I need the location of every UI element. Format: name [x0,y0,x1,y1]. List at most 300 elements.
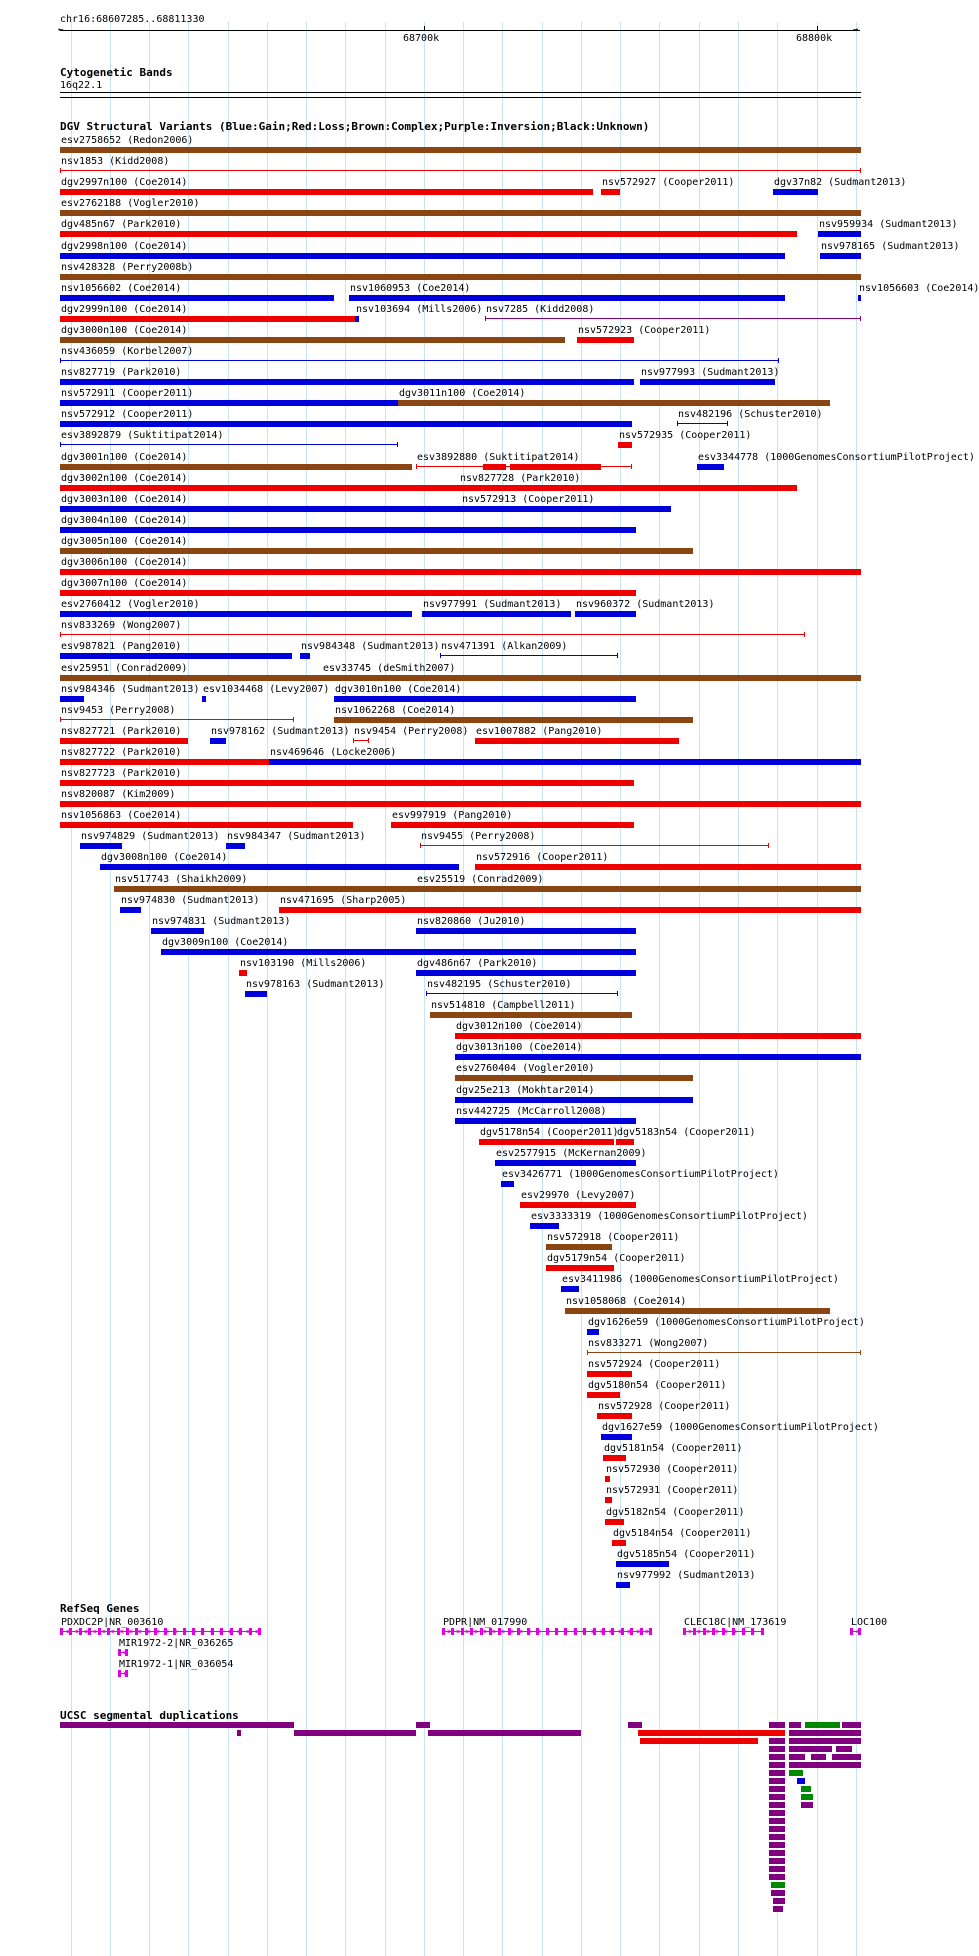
variant-dgv3010n100[interactable] [334,696,636,702]
segdup-block[interactable] [789,1754,805,1760]
variant-nsv978162[interactable] [210,738,226,744]
variant-label-esv25519[interactable]: esv25519 (Conrad2009) [417,874,544,885]
variant-nsv960372[interactable] [575,611,636,617]
variant-nsv827723[interactable] [60,780,634,786]
variant-label-dgv3000n100[interactable]: dgv3000n100 (Coe2014) [61,325,188,336]
variant-dgv1626e59[interactable] [587,1329,599,1335]
variant-label-nsv514810[interactable]: nsv514810 (Campbell2011) [431,1000,576,1011]
variant-nsv7285[interactable] [485,318,861,319]
variant-label-esv2758652[interactable]: esv2758652 (Redon2006) [61,135,194,146]
segdup-block[interactable] [769,1818,785,1824]
variant-esv1034468[interactable] [202,696,206,702]
segdup-block[interactable] [789,1722,801,1728]
variant-nsv984348[interactable] [300,653,310,659]
variant-esv2762188[interactable] [60,210,861,216]
variant-label-dgv3011n100[interactable]: dgv3011n100 (Coe2014) [399,388,526,399]
variant-label-dgv2999n100[interactable]: dgv2999n100 (Coe2014) [61,304,188,315]
segdup-block[interactable] [769,1794,785,1800]
variant-nsv517743[interactable] [114,886,416,892]
variant-nsv827728[interactable] [459,485,797,491]
segdup-block[interactable] [769,1722,785,1728]
gene-exon-pdpr [470,1628,473,1635]
segdup-block[interactable] [769,1754,785,1760]
variant-label-nsv959934[interactable]: nsv959934 (Sudmant2013) [819,219,958,230]
variant-nsv469646[interactable] [269,759,861,765]
variant-label-dgv5178n54[interactable]: dgv5178n54 (Cooper2011) [480,1127,619,1138]
segdup-block[interactable] [801,1802,813,1808]
strand-arrow-icon: < [92,1627,97,1636]
variant-dgv5184n54[interactable] [612,1540,626,1546]
variant-dgv25e213[interactable] [455,1097,693,1103]
segdup-block[interactable] [237,1730,241,1736]
variant-dgv3013n100[interactable] [455,1054,861,1060]
variant-label-nsv977992[interactable]: nsv977992 (Sudmant2013) [617,1570,756,1581]
variant-dgv5185n54[interactable] [616,1561,669,1567]
variant-label-dgv1626e59[interactable]: dgv1626e59 (1000GenomesConsortiumPilotProject) [588,1317,865,1328]
variant-label-esv2760404[interactable]: esv2760404 (Vogler2010) [456,1063,595,1074]
variant-label-dgv5180n54[interactable]: dgv5180n54 (Cooper2011) [588,1380,727,1391]
variant-label-esv2760412[interactable]: esv2760412 (Vogler2010) [61,599,200,610]
variant-nsv978165[interactable] [820,253,861,259]
variant-nsv514810[interactable] [430,1012,632,1018]
variant-label-esv3411986[interactable]: esv3411986 (1000GenomesConsortiumPilotProject) [562,1274,839,1285]
variant-label-nsv572935[interactable]: nsv572935 (Cooper2011) [619,430,752,441]
variant-dgv5179n54[interactable] [546,1265,614,1271]
segdup-block[interactable] [769,1738,785,1744]
variant-label-nsv9455[interactable]: nsv9455 (Perry2008) [421,831,536,842]
variant-nsv572930[interactable] [605,1476,610,1482]
variant-esv2760404[interactable] [455,1075,693,1081]
variant-label-nsv572918[interactable]: nsv572918 (Cooper2011) [547,1232,680,1243]
variant-label-dgv3012n100[interactable]: dgv3012n100 (Coe2014) [456,1021,583,1032]
segdup-block[interactable] [769,1746,785,1752]
variant-esv3411986[interactable] [561,1286,579,1292]
strand-arrow-icon: > [501,1627,506,1636]
variant-label-nsv442725[interactable]: nsv442725 (McCarroll2008) [456,1106,607,1117]
strand-arrow-icon: < [65,1627,70,1636]
segdup-block[interactable] [771,1890,785,1896]
segdup-block[interactable] [805,1722,840,1728]
variant-nsv1058068[interactable] [565,1308,830,1314]
variant-nsv977992[interactable] [616,1582,630,1588]
variant-nsv572916[interactable] [475,864,861,870]
variant-end-nsv471391 [440,653,441,658]
variant-label-nsv827722[interactable]: nsv827722 (Park2010) [61,747,182,758]
gene-label-mir1972-2[interactable]: MIR1972-2|NR_036265 [119,1638,234,1649]
variant-nsv428328[interactable] [60,274,861,280]
variant-label-dgv3005n100[interactable]: dgv3005n100 (Coe2014) [61,536,188,547]
variant-nsv959934[interactable] [818,231,861,237]
variant-dgv37n82[interactable] [773,189,818,195]
segdup-block[interactable] [60,1722,294,1728]
segdup-block[interactable] [428,1730,581,1736]
variant-label-nsv1058068[interactable]: nsv1058068 (Coe2014) [566,1296,687,1307]
segdup-block[interactable] [769,1866,785,1872]
variant-esv33745[interactable] [322,675,861,681]
variant-esv2760412[interactable] [60,611,412,617]
variant-dgv3011n100[interactable] [398,400,830,406]
segdup-block[interactable] [769,1850,785,1856]
variant-label-nsv978165[interactable]: nsv978165 (Sudmant2013) [821,241,960,252]
variant-label-nsv974830[interactable]: nsv974830 (Sudmant2013) [121,895,260,906]
strand-arrow-icon: > [742,1627,747,1636]
variant-dgv5178n54[interactable] [479,1139,614,1145]
variant-nsv572935[interactable] [618,442,632,448]
variant-label-esv1034468[interactable]: esv1034468 (Levy2007) [203,684,330,695]
variant-nsv482196[interactable] [677,423,728,424]
strand-arrow-icon: > [564,1627,569,1636]
variant-label-dgv3003n100[interactable]: dgv3003n100 (Coe2014) [61,494,188,505]
variant-label-nsv482195[interactable]: nsv482195 (Schuster2010) [427,979,572,990]
segdup-block[interactable] [769,1770,785,1776]
variant-dgv3009n100[interactable] [161,949,636,955]
segdup-block[interactable] [769,1802,785,1808]
variant-nsv572937[interactable] [510,464,601,470]
gene-exon-clec18c [693,1628,696,1635]
variant-label-nsv984346[interactable]: nsv984346 (Sudmant2013) [61,684,200,695]
variant-nsv436059[interactable] [60,360,779,361]
variant-label-nsv974831[interactable]: nsv974831 (Sudmant2013) [152,916,291,927]
variant-nsv9455[interactable] [420,845,769,846]
variant-esv3333319[interactable] [530,1223,559,1229]
variant-dgv3002n100[interactable] [60,485,459,491]
variant-label-esv25951[interactable]: esv25951 (Conrad2009) [61,663,188,674]
variant-esv25951[interactable] [60,675,322,681]
variant-label-esv2762188[interactable]: esv2762188 (Vogler2010) [61,198,200,209]
strand-arrow-icon: < [236,1627,241,1636]
variant-label-nsv103694[interactable]: nsv103694 (Mills2006) [356,304,483,315]
segdup-block[interactable] [769,1778,785,1784]
variant-label-esv3892879[interactable]: esv3892879 (Suktitipat2014) [61,430,224,441]
strand-arrow-icon: > [636,1627,641,1636]
strand-arrow-icon: > [537,1627,542,1636]
strand-arrow-icon: < [855,1627,860,1636]
segdup-block[interactable] [773,1898,785,1904]
variant-dgv2999n100[interactable] [60,316,355,322]
segdup-block[interactable] [771,1882,785,1888]
variant-dgv5182n54[interactable] [605,1519,624,1525]
variant-label-esv3426771[interactable]: esv3426771 (1000GenomesConsortiumPilotProject) [502,1169,779,1180]
gene-label-loc100[interactable]: LOC100 [851,1617,888,1628]
variant-nsv103190[interactable] [239,970,247,976]
gene-label-pdxdc2p[interactable]: PDXDC2P|NR_003610 [61,1617,164,1628]
variant-nsv974829[interactable] [80,843,122,849]
variant-nsv1853[interactable] [60,170,861,171]
variant-nsv572928b[interactable] [483,464,506,470]
variant-end-nsv436059 [60,358,61,363]
ruler-left-arrow-icon[interactable]: ← [58,25,64,35]
refseq-track-title: RefSeq Genes [60,1602,140,1615]
variant-label-nsv960372[interactable]: nsv960372 (Sudmant2013) [576,599,715,610]
variant-label-dgv5182n54[interactable]: dgv5182n54 (Cooper2011) [606,1507,745,1518]
variant-esv1007882[interactable] [475,738,679,744]
variant-end-nsv482195 [617,991,618,996]
variant-esv987821[interactable] [60,653,292,659]
variant-label-dgv3002n100[interactable]: dgv3002n100 (Coe2014) [61,473,188,484]
segdup-block[interactable] [789,1730,861,1736]
ruler-tick-label: 68700k [403,33,440,44]
variant-nsv572911[interactable] [60,400,398,406]
variant-nsv984347[interactable] [226,843,245,849]
variant-nsv572928[interactable] [597,1413,632,1419]
variant-label-nsv1060953[interactable]: nsv1060953 (Coe2014) [350,283,471,294]
variant-label-nsv984348[interactable]: nsv984348 (Sudmant2013) [301,641,440,652]
variant-nsv820860[interactable] [416,928,636,934]
variant-label-nsv436059[interactable]: nsv436059 (Korbel2007) [61,346,194,357]
variant-nsv1060953[interactable] [349,295,785,301]
variant-nsv471391[interactable] [440,655,618,656]
variant-label-nsv984347[interactable]: nsv984347 (Sudmant2013) [227,831,366,842]
variant-nsv1056863[interactable] [60,822,353,828]
segdup-block[interactable] [797,1778,805,1784]
variant-dgv5180n54[interactable] [587,1392,620,1398]
strand-arrow-icon: > [688,1627,693,1636]
variant-label-nsv827721[interactable]: nsv827721 (Park2010) [61,726,182,737]
segdup-block[interactable] [773,1906,783,1912]
variant-label-dgv5181n54[interactable]: dgv5181n54 (Cooper2011) [604,1443,743,1454]
variant-nsv572918[interactable] [546,1244,612,1250]
variant-dgv3006n100[interactable] [60,569,861,575]
gene-label-mir1972-1[interactable]: MIR1972-1|NR_036054 [119,1659,234,1670]
variant-dgv3001n100[interactable] [60,464,412,470]
variant-label-nsv827719[interactable]: nsv827719 (Park2010) [61,367,182,378]
variant-dgv2997n100[interactable] [60,189,593,195]
variant-nsv974830[interactable] [120,907,141,913]
variant-label-nsv9454[interactable]: nsv9454 (Perry2008) [354,726,469,737]
segdup-block[interactable] [638,1730,785,1736]
segdup-block[interactable] [811,1754,826,1760]
variant-nsv827721[interactable] [60,738,188,744]
variant-label-nsv572916[interactable]: nsv572916 (Cooper2011) [476,852,609,863]
segdup-block[interactable] [789,1762,861,1768]
variant-nsv974831[interactable] [151,928,204,934]
variant-dgv486n67[interactable] [416,970,636,976]
variant-label-nsv572912[interactable]: nsv572912 (Cooper2011) [61,409,194,420]
variant-label-esv997919[interactable]: esv997919 (Pang2010) [392,810,513,821]
variant-label-dgv2997n100[interactable]: dgv2997n100 (Coe2014) [61,177,188,188]
variant-label-nsv103190[interactable]: nsv103190 (Mills2006) [240,958,367,969]
variant-label-nsv978163[interactable]: nsv978163 (Sudmant2013) [246,979,385,990]
segdup-block[interactable] [769,1826,785,1832]
variant-label-dgv3007n100[interactable]: dgv3007n100 (Coe2014) [61,578,188,589]
variant-label-nsv833269[interactable]: nsv833269 (Wong2007) [61,620,182,631]
variant-label-nsv572927[interactable]: nsv572927 (Cooper2011) [602,177,735,188]
variant-label-nsv1056602[interactable]: nsv1056602 (Coe2014) [61,283,182,294]
variant-label-dgv3013n100[interactable]: dgv3013n100 (Coe2014) [456,1042,583,1053]
variant-label-nsv820860[interactable]: nsv820860 (Ju2010) [417,916,526,927]
variant-nsv1056602[interactable] [60,295,334,301]
variant-label-dgv5179n54[interactable]: dgv5179n54 (Cooper2011) [547,1253,686,1264]
variant-esv2758652[interactable] [60,147,861,153]
variant-dgv3012n100[interactable] [455,1033,861,1039]
variant-label-nsv572923[interactable]: nsv572923 (Cooper2011) [578,325,711,336]
variant-label-dgv3009n100[interactable]: dgv3009n100 (Coe2014) [162,937,289,948]
variant-label-nsv572931[interactable]: nsv572931 (Cooper2011) [606,1485,739,1496]
variant-label-nsv977991[interactable]: nsv977991 (Sudmant2013) [423,599,562,610]
variant-label-nsv833271[interactable]: nsv833271 (Wong2007) [588,1338,709,1349]
ruler-right-arrow-icon[interactable]: → [853,25,859,35]
variant-dgv3004n100[interactable] [60,527,636,533]
variant-nsv572927[interactable] [601,189,620,195]
variant-nsv482195[interactable] [426,993,618,994]
variant-esv25519[interactable] [416,886,861,892]
variant-label-dgv2998n100[interactable]: dgv2998n100 (Coe2014) [61,241,188,252]
variant-label-nsv572928[interactable]: nsv572928 (Cooper2011) [598,1401,731,1412]
variant-label-esv3333319[interactable]: esv3333319 (1000GenomesConsortiumPilotProject) [531,1211,808,1222]
variant-label-dgv3004n100[interactable]: dgv3004n100 (Coe2014) [61,515,188,526]
variant-nsv827719[interactable] [60,379,634,385]
variant-label-nsv428328[interactable]: nsv428328 (Perry2008b) [61,262,194,273]
variant-label-nsv977993[interactable]: nsv977993 (Sudmant2013) [641,367,780,378]
variant-dgv3005n100[interactable] [60,548,693,554]
variant-label-esv987821[interactable]: esv987821 (Pang2010) [61,641,182,652]
strand-arrow-icon: < [200,1627,205,1636]
variant-label-dgv485n67[interactable]: dgv485n67 (Park2010) [61,219,182,230]
variant-label-dgv5183n54[interactable]: dgv5183n54 (Cooper2011) [617,1127,756,1138]
variant-dgv3000n100[interactable] [60,337,565,343]
variant-label-dgv5184n54[interactable]: dgv5184n54 (Cooper2011) [613,1528,752,1539]
segdup-block[interactable] [769,1762,785,1768]
variant-end-nsv9453 [293,717,294,722]
variant-nsv1062268[interactable] [334,717,693,723]
variant-dgv3008n100[interactable] [100,864,459,870]
variant-nsv442725[interactable] [455,1118,636,1124]
variant-label-dgv5185n54[interactable]: dgv5185n54 (Cooper2011) [617,1549,756,1560]
variant-label-nsv572911[interactable]: nsv572911 (Cooper2011) [61,388,194,399]
segdup-block[interactable] [769,1834,785,1840]
variant-dgv3007n100[interactable] [60,590,636,596]
variant-nsv820087[interactable] [60,801,861,807]
variant-esv3892879[interactable] [60,444,398,445]
strand-arrow-icon: > [519,1627,524,1636]
variant-label-nsv572913[interactable]: nsv572913 (Cooper2011) [462,494,595,505]
variant-nsv9453[interactable] [60,719,294,720]
segdup-block[interactable] [789,1770,803,1776]
segdup-block[interactable] [801,1786,811,1792]
variant-label-nsv572930[interactable]: nsv572930 (Cooper2011) [606,1464,739,1475]
variant-dgv1627e59[interactable] [601,1434,632,1440]
variant-label-nsv978162[interactable]: nsv978162 (Sudmant2013) [211,726,350,737]
variant-label-nsv974829[interactable]: nsv974829 (Sudmant2013) [81,831,220,842]
variant-label-esv1007882[interactable]: esv1007882 (Pang2010) [476,726,603,737]
variant-label-dgv25e213[interactable]: dgv25e213 (Mokhtar2014) [456,1085,595,1096]
variant-nsv1056603[interactable] [858,295,861,301]
segdup-block[interactable] [416,1722,430,1728]
segdup-block[interactable] [789,1738,861,1744]
segdup-block[interactable] [842,1722,861,1728]
variant-label-esv2577915[interactable]: esv2577915 (McKernan2009) [496,1148,647,1159]
variant-nsv977993[interactable] [640,379,775,385]
variant-esv2577915[interactable] [495,1160,636,1166]
variant-esv3344778[interactable] [697,464,724,470]
variant-end-nsv833271 [587,1350,588,1355]
strand-arrow-icon: > [123,1669,128,1678]
variant-nsv978163[interactable] [245,991,267,997]
variant-label-dgv3010n100[interactable]: dgv3010n100 (Coe2014) [335,684,462,695]
variant-dgv5183n54[interactable] [616,1139,634,1145]
variant-nsv471695[interactable] [279,907,861,913]
variant-nsv9454[interactable] [353,740,369,741]
variant-label-nsv1853[interactable]: nsv1853 (Kidd2008) [61,156,170,167]
variant-nsv827722[interactable] [60,759,269,765]
variant-nsv572912[interactable] [60,421,632,427]
segdup-block[interactable] [801,1794,813,1800]
variant-label-nsv7285[interactable]: nsv7285 (Kidd2008) [486,304,595,315]
variant-esv997919[interactable] [391,822,634,828]
variant-esv29970[interactable] [520,1202,636,1208]
variant-label-dgv3001n100[interactable]: dgv3001n100 (Coe2014) [61,452,188,463]
variant-label-nsv1056863[interactable]: nsv1056863 (Coe2014) [61,810,182,821]
variant-label-nsv469646[interactable]: nsv469646 (Locke2006) [270,747,397,758]
variant-dgv3003n100[interactable] [60,506,461,512]
segdup-block[interactable] [294,1730,416,1736]
variant-label-nsv482196[interactable]: nsv482196 (Schuster2010) [678,409,823,420]
strand-arrow-icon: < [83,1627,88,1636]
variant-label-nsv9453[interactable]: nsv9453 (Perry2008) [61,705,176,716]
variant-nsv572924[interactable] [587,1371,632,1377]
segdup-block[interactable] [769,1874,785,1880]
variant-nsv103694[interactable] [355,316,359,322]
variant-dgv2998n100[interactable] [60,253,785,259]
variant-label-dgv3008n100[interactable]: dgv3008n100 (Coe2014) [101,852,228,863]
variant-label-nsv517743[interactable]: nsv517743 (Shaikh2009) [115,874,248,885]
variant-nsv572931[interactable] [605,1497,612,1503]
variant-nsv833269[interactable] [60,634,805,635]
variant-esv3426771[interactable] [501,1181,514,1187]
variant-label-esv3344778[interactable]: esv3344778 (1000GenomesConsortiumPilotProject) [698,452,975,463]
variant-nsv977991[interactable] [422,611,571,617]
variant-label-esv29970[interactable]: esv29970 (Levy2007) [521,1190,636,1201]
variant-label-nsv1056603[interactable]: nsv1056603 (Coe2014) [859,283,979,294]
cytoband-bar-bottom [60,97,861,98]
variant-label-nsv827728[interactable]: nsv827728 (Park2010) [460,473,581,484]
segdup-block[interactable] [628,1722,642,1728]
variant-nsv572923[interactable] [577,337,634,343]
ruler-tick-label: 68800k [796,33,833,44]
ruler-tick [817,26,818,31]
segdup-block[interactable] [769,1810,785,1816]
segdup-block[interactable] [769,1858,785,1864]
variant-label-nsv827723[interactable]: nsv827723 (Park2010) [61,768,182,779]
segdup-block[interactable] [836,1746,852,1752]
variant-label-nsv1062268[interactable]: nsv1062268 (Coe2014) [335,705,456,716]
variant-label-dgv486n67[interactable]: dgv486n67 (Park2010) [417,958,538,969]
variant-label-nsv572924[interactable]: nsv572924 (Cooper2011) [588,1359,721,1370]
gene-label-clec18c[interactable]: CLEC18C|NM_173619 [684,1617,787,1628]
variant-label-dgv3006n100[interactable]: dgv3006n100 (Coe2014) [61,557,188,568]
segdup-block[interactable] [789,1746,832,1752]
variant-dgv5181n54[interactable] [603,1455,626,1461]
segdup-block[interactable] [832,1754,861,1760]
variant-dgv485n67[interactable] [60,231,797,237]
segdup-block[interactable] [769,1786,785,1792]
gene-label-pdpr[interactable]: PDPR|NM_017990 [443,1617,528,1628]
variant-nsv984346[interactable] [60,696,84,702]
variant-nsv833271[interactable] [587,1352,861,1353]
variant-label-nsv471391[interactable]: nsv471391 (Alkan2009) [441,641,568,652]
variant-label-esv3892880[interactable]: esv3892880 (Suktitipat2014) [417,452,580,463]
variant-label-dgv1627e59[interactable]: dgv1627e59 (1000GenomesConsortiumPilotProject) [602,1422,879,1433]
grid-line [856,22,857,1956]
variant-label-esv33745[interactable]: esv33745 (deSmith2007) [323,663,456,674]
variant-nsv572913[interactable] [461,506,671,512]
variant-label-nsv471695[interactable]: nsv471695 (Sharp2005) [280,895,407,906]
variant-label-dgv37n82[interactable]: dgv37n82 (Sudmant2013) [774,177,907,188]
strand-arrow-icon: > [483,1627,488,1636]
segdup-block[interactable] [640,1738,758,1744]
segdup-block[interactable] [769,1842,785,1848]
variant-label-nsv820087[interactable]: nsv820087 (Kim2009) [61,789,176,800]
